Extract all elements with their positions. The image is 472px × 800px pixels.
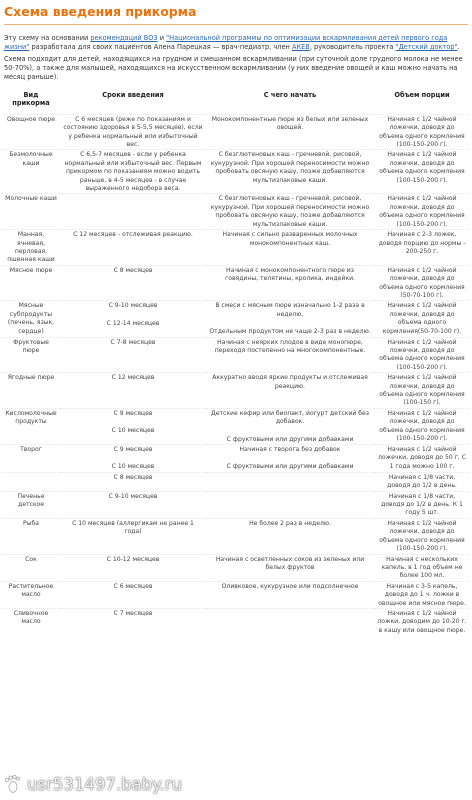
terms-text: С 6,5-7 месяцев - если у ребенка нормальный или избыточный вес. Первым прикормом по показаниям можно водить раньше, в 4-5 месяцев - в случае выраженного недобора веса. bbox=[64, 151, 202, 193]
portion-text: Начиная с 1/2 чайной ложки, доводим до 10-20 г. в кашу или овощное пюре. bbox=[377, 609, 467, 634]
terms-text: С 10-12 месяцев bbox=[106, 555, 160, 563]
who-recommendations-link[interactable]: рекомендаций ВОЗ bbox=[90, 34, 158, 42]
feed-type-cell: Сок bbox=[2, 554, 60, 581]
feed-type-cell: Рыба bbox=[2, 518, 60, 554]
table-row bbox=[2, 150, 470, 194]
terms-text: С 10 месяцев bbox=[111, 463, 155, 471]
start-cell bbox=[206, 194, 374, 230]
column-header-type: Вид прикорма bbox=[12, 91, 50, 108]
table-row bbox=[2, 445, 470, 473]
intro-text-part: . bbox=[457, 42, 460, 51]
portion-text: Начиная с 1/8 части, доводя до 1/2 в день. К 1 году 5 шт. bbox=[381, 492, 463, 517]
feed-type-cell: Печенье детское bbox=[2, 491, 60, 518]
start-text: В смеси с мясным пюре изначально 1-2 раза в неделю. bbox=[215, 302, 365, 318]
intro-text-part: и bbox=[157, 34, 167, 42]
feed-type-cell bbox=[2, 472, 60, 491]
terms-cell bbox=[60, 114, 206, 150]
portion-cell bbox=[374, 518, 470, 554]
portion-text: Начиная с 1/2 чайной ложечки, доводя до объема одного кормления (100-150 г). bbox=[379, 374, 465, 407]
start-text: С фруктовыми или другими добавками bbox=[226, 463, 354, 471]
terms-text: С 8 месяцев bbox=[113, 473, 153, 481]
portion-cell bbox=[374, 581, 470, 608]
terms-text: С 9-10 месяцев bbox=[108, 492, 158, 500]
start-cell bbox=[206, 114, 374, 150]
feed-type-cell: Мясные субпродукты (печень, язык, сердце) bbox=[2, 301, 60, 337]
intro-paragraph-scope: Схема подходит для детей, находящихся на грудном и смешанном вскармливании (при суточной доле грудного молока не менее 50-70%), а также для малышей, находящихся на искусственном вскармливании (у них введение овощей и каш можно начать на месяц раньше). bbox=[4, 54, 463, 81]
portion-text: Начиная с 1/2 чайной ложечки, доводя до объема одного кормления (100-150-200 г). bbox=[379, 151, 465, 184]
table-row bbox=[2, 472, 470, 491]
start-cell bbox=[206, 472, 374, 491]
portion-cell bbox=[374, 491, 470, 518]
start-text: Начиная с монокомпонентного пюре из говядины, телятины, кролика, индейки. bbox=[225, 266, 355, 283]
feed-type-cell: Манная, ячневая, перловая, пшенная каши bbox=[2, 230, 60, 266]
portion-cell bbox=[374, 265, 470, 301]
portion-text: Начиная с 1/8 части, доводя до 1/2 в день. bbox=[387, 473, 457, 490]
portion-text: Начиная с 1/2 чайной ложечки, доводя до объема одного кормления (100-150-200 г). bbox=[379, 409, 465, 443]
start-cell bbox=[206, 150, 374, 194]
baby-footprint-icon bbox=[2, 774, 22, 794]
terms-cell bbox=[60, 581, 206, 608]
portion-cell bbox=[374, 554, 470, 581]
column-header-portion: Объем порции bbox=[394, 91, 450, 99]
terms-cell bbox=[60, 194, 206, 230]
start-text: Оливковое, кукурузное или подсолнечное bbox=[221, 582, 359, 590]
start-text: Начиная с сильно разваренных молочных монокомпонентных каш. bbox=[222, 231, 358, 247]
portion-cell bbox=[374, 472, 470, 491]
portion-text: Начиная с 1/2 чайной ложечки, доводя до объема одного кормления (50-70-100 г). bbox=[379, 266, 465, 299]
table-row bbox=[2, 265, 470, 301]
watermark-text: usr531497.baby.ru bbox=[27, 774, 183, 794]
intro-text-part: Эту схему на основании bbox=[4, 34, 91, 42]
start-text: Аккуратно вводя яркие продукты и отслеживая реакцию. bbox=[212, 374, 368, 390]
feed-type-cell: Творог bbox=[2, 445, 60, 473]
start-text: С безглютеновых каш - гречневой, рисовой, кукурузной. При хорошей переносимости можно пробовать овсяную кашу, позже добавляются мультизлаковые каши. bbox=[210, 195, 370, 228]
start-text: С фруктовыми или другими добавками bbox=[226, 435, 354, 443]
terms-text: С 10 месяцев (аллергикам не ранее 1 года) bbox=[72, 519, 194, 536]
terms-cell bbox=[60, 265, 206, 301]
terms-text: С 9 месяцев bbox=[113, 409, 153, 417]
start-cell bbox=[206, 554, 374, 581]
terms-text: С 9-10 месяцев bbox=[108, 302, 158, 310]
portion-cell bbox=[374, 337, 470, 373]
intro-paragraph-source bbox=[4, 34, 468, 52]
terms-text: С 6 месяцев (реже по показаниям и состоянию здоровья в 5-5,5 месяцев), если у ребенка нормальный или избыточный вес. bbox=[63, 115, 203, 149]
table-row bbox=[2, 337, 470, 373]
start-text: Отдельным продуктом не чаще 2-3 раз в неделю. bbox=[209, 328, 371, 336]
page-title: Схема введения прикорма bbox=[4, 4, 468, 25]
feed-type-cell: Мясное пюре bbox=[2, 265, 60, 301]
start-text: Начиная с творога без добавок bbox=[239, 446, 341, 454]
start-text: С безглютеновых каш - гречневой, рисовой, кукурузной. При хорошей переносимости можно пробовать овсяную кашу, позже добавляются мультизлаковые каши. bbox=[210, 151, 370, 184]
terms-text: С 10 месяцев bbox=[111, 427, 155, 435]
feed-type-cell: Сливочное масло bbox=[2, 608, 60, 635]
column-header-start: С чего начать bbox=[263, 91, 317, 99]
start-cell bbox=[206, 265, 374, 301]
start-cell bbox=[206, 608, 374, 635]
feed-type-cell: Кисломолочные продукты bbox=[2, 408, 60, 444]
terms-text: С 6 месяцев bbox=[113, 582, 153, 590]
terms-cell bbox=[60, 230, 206, 266]
start-text: Монокомпонентные пюре из белых или зеленых овощей. bbox=[211, 115, 369, 132]
intro-text-part: разработала для своих пациентов Алена Парецкая — врач-педиатр, член bbox=[29, 42, 292, 51]
terms-cell bbox=[60, 373, 206, 409]
terms-cell bbox=[60, 337, 206, 373]
table-row bbox=[2, 581, 470, 608]
feed-type-cell: Растительное масло bbox=[2, 581, 60, 608]
table-row bbox=[2, 491, 470, 518]
terms-text: С 7-8 месяцев bbox=[110, 338, 156, 346]
portion-cell bbox=[374, 408, 470, 444]
feeding-schedule-table bbox=[2, 90, 470, 635]
portion-text: Начиная с нескольких капель, в 1 год объем не более 100 мл. bbox=[381, 555, 463, 580]
portion-text: Начиная с 2-3 ложек, доводя порцию до нормы - 200-250 г. bbox=[378, 231, 466, 255]
portion-cell bbox=[374, 445, 470, 473]
terms-cell bbox=[60, 608, 206, 635]
portion-cell bbox=[374, 608, 470, 635]
portion-cell bbox=[374, 114, 470, 150]
start-text: Не более 2 раз в неделю. bbox=[249, 519, 331, 527]
terms-cell bbox=[60, 150, 206, 194]
start-cell bbox=[206, 337, 374, 373]
feed-type-cell: Безмолочные каши bbox=[2, 150, 60, 194]
table-row bbox=[2, 408, 470, 444]
portion-cell bbox=[374, 230, 470, 266]
start-cell bbox=[206, 408, 374, 444]
start-cell bbox=[206, 581, 374, 608]
portion-text: Начиная с 1/2 чайной ложечки, доводя до объема одного кормления (100-150-200 г). bbox=[379, 338, 465, 371]
portion-text: Начиная с 1/2 чайной ложечки, доводя до объема одного кормления (100-150-200 г). bbox=[379, 195, 465, 228]
terms-text: С 7 месяцев bbox=[113, 609, 153, 617]
start-cell bbox=[206, 373, 374, 409]
terms-text: С 12 месяцев bbox=[111, 374, 155, 382]
national-program-link[interactable]: "Национальной программы по оптимизации вскармливания детей первого года жизни" bbox=[4, 34, 448, 51]
terms-cell bbox=[60, 554, 206, 581]
intro-text bbox=[4, 34, 468, 85]
start-cell bbox=[206, 445, 374, 473]
feed-type-cell: Молочные каши bbox=[2, 194, 60, 230]
start-text: Детские кефир или биолакт, йогурт детский без добавок. bbox=[210, 409, 370, 426]
start-cell bbox=[206, 518, 374, 554]
terms-text: С 12-14 месяцев bbox=[106, 319, 160, 327]
table-row bbox=[2, 518, 470, 554]
terms-cell bbox=[60, 408, 206, 444]
table-row bbox=[2, 554, 470, 581]
portion-text: Начиная с 3-5 капель, доводя до 1 ч. ложки в овощное или мясное пюре. bbox=[378, 582, 466, 607]
table-row bbox=[2, 301, 470, 337]
portion-text: Начиная с 1/2 чайной ложечки, доводя до 50 г. С 1 года можно 100 г. bbox=[378, 446, 466, 470]
portion-text: Начиная с 1/2 чайной ложечки, доводя до объема одного кормления(50-70-100 г). bbox=[382, 302, 462, 335]
watermark bbox=[2, 771, 182, 797]
portion-cell bbox=[374, 150, 470, 194]
terms-cell bbox=[60, 445, 206, 473]
start-cell bbox=[206, 491, 374, 518]
terms-cell bbox=[60, 518, 206, 554]
table-row bbox=[2, 230, 470, 266]
start-cell bbox=[206, 230, 374, 266]
portion-cell bbox=[374, 373, 470, 409]
portion-cell bbox=[374, 194, 470, 230]
table-row bbox=[2, 608, 470, 635]
akev-link[interactable]: АКЕВ bbox=[291, 42, 310, 51]
column-header-terms: Сроки введения bbox=[102, 91, 164, 99]
start-text: Начиная с осветленных соков из зеленых или белых фруктов bbox=[215, 555, 365, 571]
child-doctor-link[interactable]: "Детский доктор" bbox=[395, 42, 458, 51]
portion-text: Начиная с 1/2 чайной ложечки, доводя до объема одного кормления (100-150-200 г). bbox=[379, 115, 465, 149]
table-header-row bbox=[2, 90, 470, 114]
terms-cell bbox=[60, 491, 206, 518]
feed-type-cell: Ягодные пюре bbox=[2, 373, 60, 409]
table-row bbox=[2, 114, 470, 150]
terms-text: С 8 месяцев bbox=[113, 266, 153, 274]
portion-text: Начиная с 1/2 чайной ложечки, доводя до объема одного кормления (100-150-200 г). bbox=[379, 519, 465, 553]
portion-cell bbox=[374, 301, 470, 337]
terms-text: С 9 месяцев bbox=[113, 446, 153, 454]
terms-cell bbox=[60, 301, 206, 337]
terms-text: С 12 месяцев - отслеживая реакцию. bbox=[73, 231, 193, 239]
table-row bbox=[2, 373, 470, 409]
intro-text-part: , руководитель проекта bbox=[309, 42, 396, 51]
feed-type-cell: Фруктовые пюре bbox=[2, 337, 60, 373]
table-row bbox=[2, 194, 470, 230]
start-text: Начиная с неярких плодов в виде монопюре, переходя постепенно на многокомпонентные. bbox=[214, 338, 366, 354]
feed-type-cell: Овощное пюре bbox=[2, 114, 60, 150]
start-cell bbox=[206, 301, 374, 337]
terms-cell bbox=[60, 472, 206, 491]
